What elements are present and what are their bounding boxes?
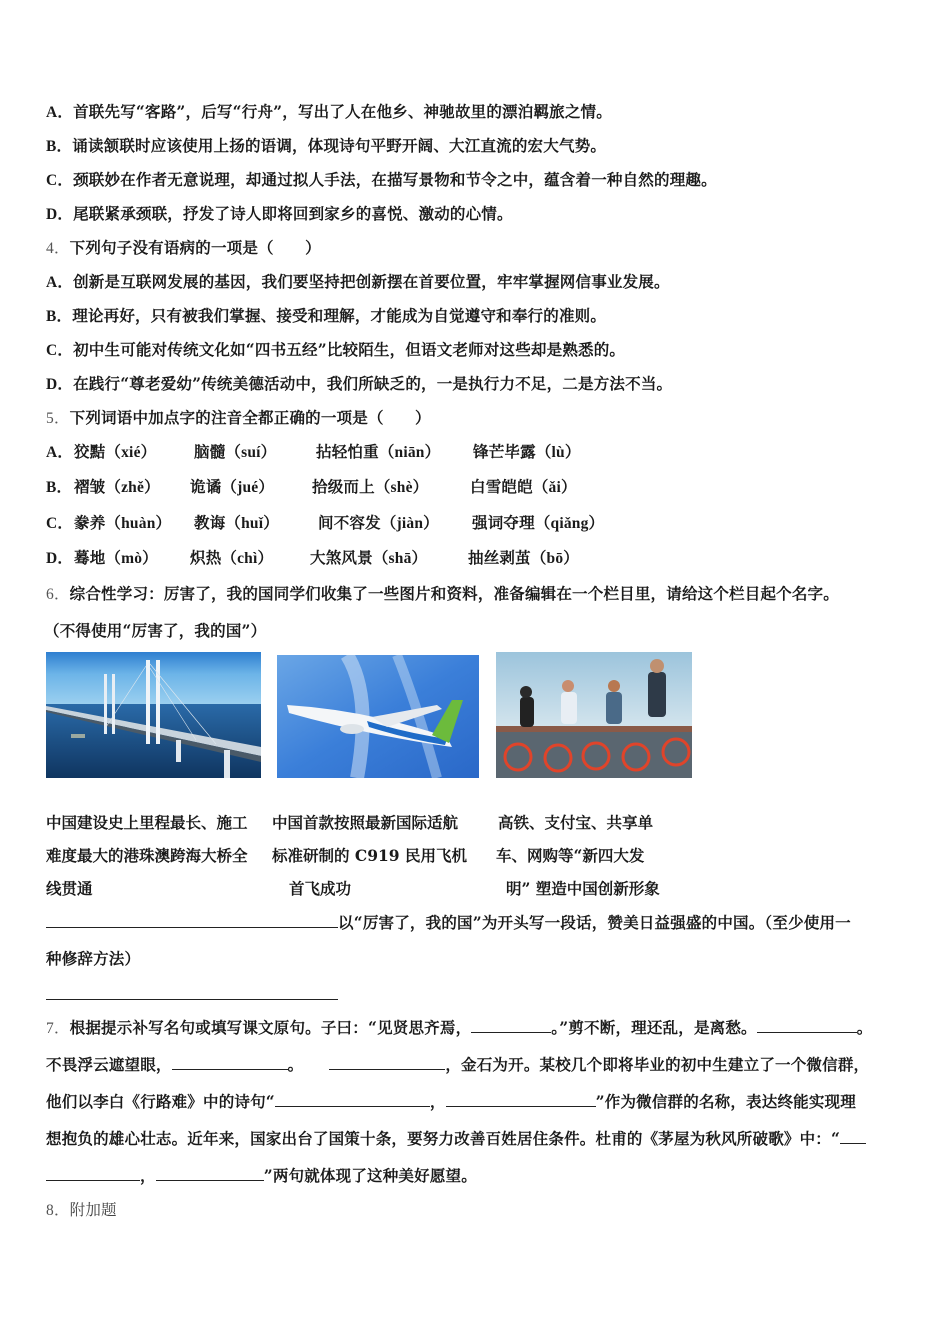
- word-item: [310, 547, 427, 570]
- caption-line: 标准研制的 C919 民用飞机: [272, 846, 467, 865]
- airplane-photo-icon: [277, 655, 479, 778]
- answer-blank[interactable]: [471, 1016, 551, 1033]
- word: 炽热: [190, 548, 222, 567]
- option-letter: D．: [46, 376, 74, 393]
- text: ，金石为开。某校几个即将毕业的初中生建立了一个微信群，: [445, 1055, 870, 1074]
- word-item: [312, 476, 428, 499]
- word-item: [190, 476, 274, 499]
- bridge-photo-icon: [46, 652, 261, 778]
- option-text: 初中生可能对传统文化如“四书五经”比较陌生，但语文老师对这些却是熟悉的。: [73, 340, 626, 359]
- prompt-text: 以“厉害了，我的国”为开头写一段话，赞美日益强盛的中国。（至少使用一: [338, 913, 851, 932]
- answer-blank[interactable]: [46, 983, 338, 1000]
- pinyin: （huàn）: [105, 515, 172, 532]
- pinyin: （xié）: [105, 444, 157, 461]
- option-letter-text: A．: [46, 444, 74, 461]
- word: 大煞风景: [310, 548, 373, 567]
- q6-answer-line: [46, 983, 338, 1006]
- text: 不畏浮云遮望眼，: [46, 1055, 172, 1074]
- word-item: [473, 441, 581, 464]
- word-item: [316, 441, 440, 464]
- option-text: 理论再好，只有被我们掌握、接受和理解，才能成为自觉遵守和奉行的准则。: [72, 306, 607, 325]
- answer-blank[interactable]: [156, 1164, 264, 1181]
- text: ，: [140, 1166, 156, 1185]
- option-text: 尾联紧承颈联，抒发了诗人即将回到家乡的喜悦、激动的心情。: [73, 204, 513, 223]
- q4-option-b: [46, 305, 606, 328]
- word: 教诲: [194, 513, 226, 532]
- pinyin: （zhě）: [105, 479, 160, 496]
- caption-line: 高铁、支付宝、共享单: [498, 813, 654, 832]
- option-text: 首联先写“客路”，后写“行舟”，写出了人在他乡、神驰故里的漂泊羁旅之情。: [73, 102, 612, 121]
- word: 抽丝剥茧: [468, 548, 531, 567]
- word: 拾级而上: [312, 477, 375, 496]
- word: 脑髓: [194, 442, 226, 461]
- pinyin: （chì）: [221, 550, 274, 567]
- answer-blank[interactable]: [446, 1090, 596, 1107]
- word-item: [468, 547, 579, 570]
- answer-blank[interactable]: [275, 1090, 430, 1107]
- pinyin: （suí）: [225, 444, 277, 461]
- word-item: [74, 441, 156, 464]
- word-item: [470, 476, 577, 499]
- q3-option-d: [46, 203, 513, 226]
- question-number: 4．: [46, 240, 70, 257]
- word: 蓦地: [74, 548, 106, 567]
- caption-line: 中国首款按照最新国际适航: [272, 813, 459, 832]
- q3-option-c: [46, 169, 717, 192]
- q6-stem-note: （不得使用“厉害了，我的国”）: [44, 621, 267, 640]
- option-letter: B．: [46, 308, 73, 325]
- answer-blank[interactable]: [757, 1016, 857, 1033]
- q8-stem: [46, 1199, 117, 1222]
- option-letter: A．: [46, 104, 74, 121]
- caption-line: 明” 塑造中国创新形象: [506, 879, 660, 898]
- q7-line-1: [46, 1016, 872, 1040]
- pinyin: （qiǎng）: [534, 515, 605, 532]
- caption-line: 车、网购等“新四大发: [496, 846, 645, 865]
- word: 豢养: [74, 513, 106, 532]
- option-letter-text: C．: [46, 515, 74, 532]
- option-text: 诵读颔联时应该使用上扬的语调，体现诗句平野开阔、大江直流的宏大气势。: [72, 136, 607, 155]
- word: 诡谲: [190, 477, 222, 496]
- pinyin: （shè）: [374, 479, 429, 496]
- answer-blank[interactable]: [840, 1127, 866, 1144]
- pinyin: （huǐ）: [225, 515, 279, 532]
- q5-stem: [46, 407, 431, 430]
- caption-line: 难度最大的港珠澳跨海大桥全: [46, 846, 248, 865]
- text: 。: [856, 1018, 873, 1037]
- answer-blank[interactable]: [172, 1053, 288, 1070]
- text: ”两句就体现了这种美好愿望。: [263, 1166, 477, 1185]
- q4-stem: [46, 237, 321, 260]
- q4-option-c: [46, 339, 625, 362]
- answer-blank[interactable]: [329, 1053, 445, 1070]
- q6-prompt-line2: 种修辞方法）: [46, 949, 141, 968]
- word-item: [74, 476, 160, 499]
- column-name-blank[interactable]: [46, 911, 338, 928]
- q6-stem: [46, 583, 839, 606]
- question-text: 下列词语中加点字的注音全都正确的一项是（ ）: [69, 408, 431, 427]
- word-item: [194, 441, 276, 464]
- q7-line-3: [46, 1090, 856, 1113]
- option-letter: C．: [46, 172, 74, 189]
- word-item: [190, 547, 273, 570]
- text: 根据提示补写名句或填写课文原句。子曰：“见贤思齐焉，: [69, 1018, 472, 1037]
- option-letter: [46, 441, 73, 464]
- text: ，: [429, 1092, 446, 1111]
- answer-blank[interactable]: [46, 1164, 140, 1181]
- word: 白雪皑皑: [470, 477, 533, 496]
- word-item: [74, 512, 171, 535]
- question-number: 5．: [46, 410, 70, 427]
- q7-line-5: [46, 1164, 477, 1187]
- q4-option-a: [46, 271, 670, 294]
- caption-line: 中国建设史上里程最长、施工: [46, 813, 248, 832]
- question-text: 综合性学习：厉害了，我的国同学们收集了一些图片和资料，准备编辑在一个栏目里，请给这个栏目起个名字。: [69, 584, 839, 603]
- word: 间不容发: [318, 513, 381, 532]
- caption-line: 首飞成功: [289, 879, 352, 898]
- word-item: [472, 512, 604, 535]
- q3-option-b: [46, 135, 606, 158]
- pinyin: （mò）: [105, 550, 158, 567]
- option-text: 在践行“尊老爱幼”传统美德活动中，我们所缺乏的，一是执行力不足，二是方法不当。: [73, 374, 673, 393]
- pinyin: （jué）: [221, 479, 275, 496]
- option-letter: [46, 512, 73, 535]
- pinyin: （niān）: [378, 444, 441, 461]
- q7-line-4: [46, 1127, 866, 1150]
- q4-option-d: [46, 373, 672, 396]
- pinyin: （lù）: [535, 444, 581, 461]
- option-letter: [46, 547, 73, 570]
- question-text: 下列句子没有语病的一项是（ ）: [69, 238, 321, 257]
- word-item: [74, 547, 158, 570]
- option-letter-text: D．: [46, 550, 74, 567]
- text: 。: [287, 1055, 304, 1074]
- word: 拈轻怕重: [316, 442, 379, 461]
- pinyin: （shā）: [372, 550, 428, 567]
- option-letter: B．: [46, 138, 73, 155]
- option-text: 创新是互联网发展的基因，我们要坚持把创新摆在首要位置，牢牢掌握网信事业发展。: [73, 272, 670, 291]
- q7-line-2: [46, 1053, 869, 1076]
- option-letter-text: B．: [46, 479, 73, 496]
- question-text: 附加题: [69, 1201, 117, 1219]
- pinyin: （ǎi）: [532, 479, 577, 496]
- option-letter: A．: [46, 274, 74, 291]
- word-item: [318, 512, 439, 535]
- question-number: 8．: [46, 1202, 70, 1219]
- text: ”作为微信群的名称，表达终能实现理: [595, 1092, 856, 1111]
- word-item: [194, 512, 279, 535]
- q3-option-a: [46, 101, 612, 124]
- text: 。”剪不断，理还乱，是离愁。: [551, 1018, 757, 1037]
- pinyin: （jiàn）: [380, 515, 439, 532]
- word: 锋芒毕露: [473, 442, 536, 461]
- caption-line: 线贯通: [46, 879, 93, 898]
- option-letter: [46, 476, 72, 499]
- text: 他们以李白《行路难》中的诗句“: [46, 1092, 275, 1111]
- word: 褶皱: [74, 477, 106, 496]
- question-number: 7．: [46, 1020, 70, 1037]
- shared-bikes-photo-icon: [496, 652, 692, 778]
- option-letter: D．: [46, 206, 74, 223]
- q6-prompt: [46, 911, 851, 934]
- pinyin: （bō）: [530, 550, 579, 567]
- question-number: 6．: [46, 586, 70, 603]
- text: 想抱负的雄心壮志。近年来，国家出台了国策十条，要努力改善百姓居住条件。杜甫的《茅屋为秋风所破歌》中：“: [46, 1129, 841, 1148]
- option-letter: C．: [46, 342, 74, 359]
- word: 强词夺理: [472, 513, 535, 532]
- option-text: 颈联妙在作者无意说理，却通过拟人手法，在描写景物和节令之中，蕴含着一种自然的理趣。: [73, 170, 717, 189]
- word: 狡黠: [74, 442, 106, 461]
